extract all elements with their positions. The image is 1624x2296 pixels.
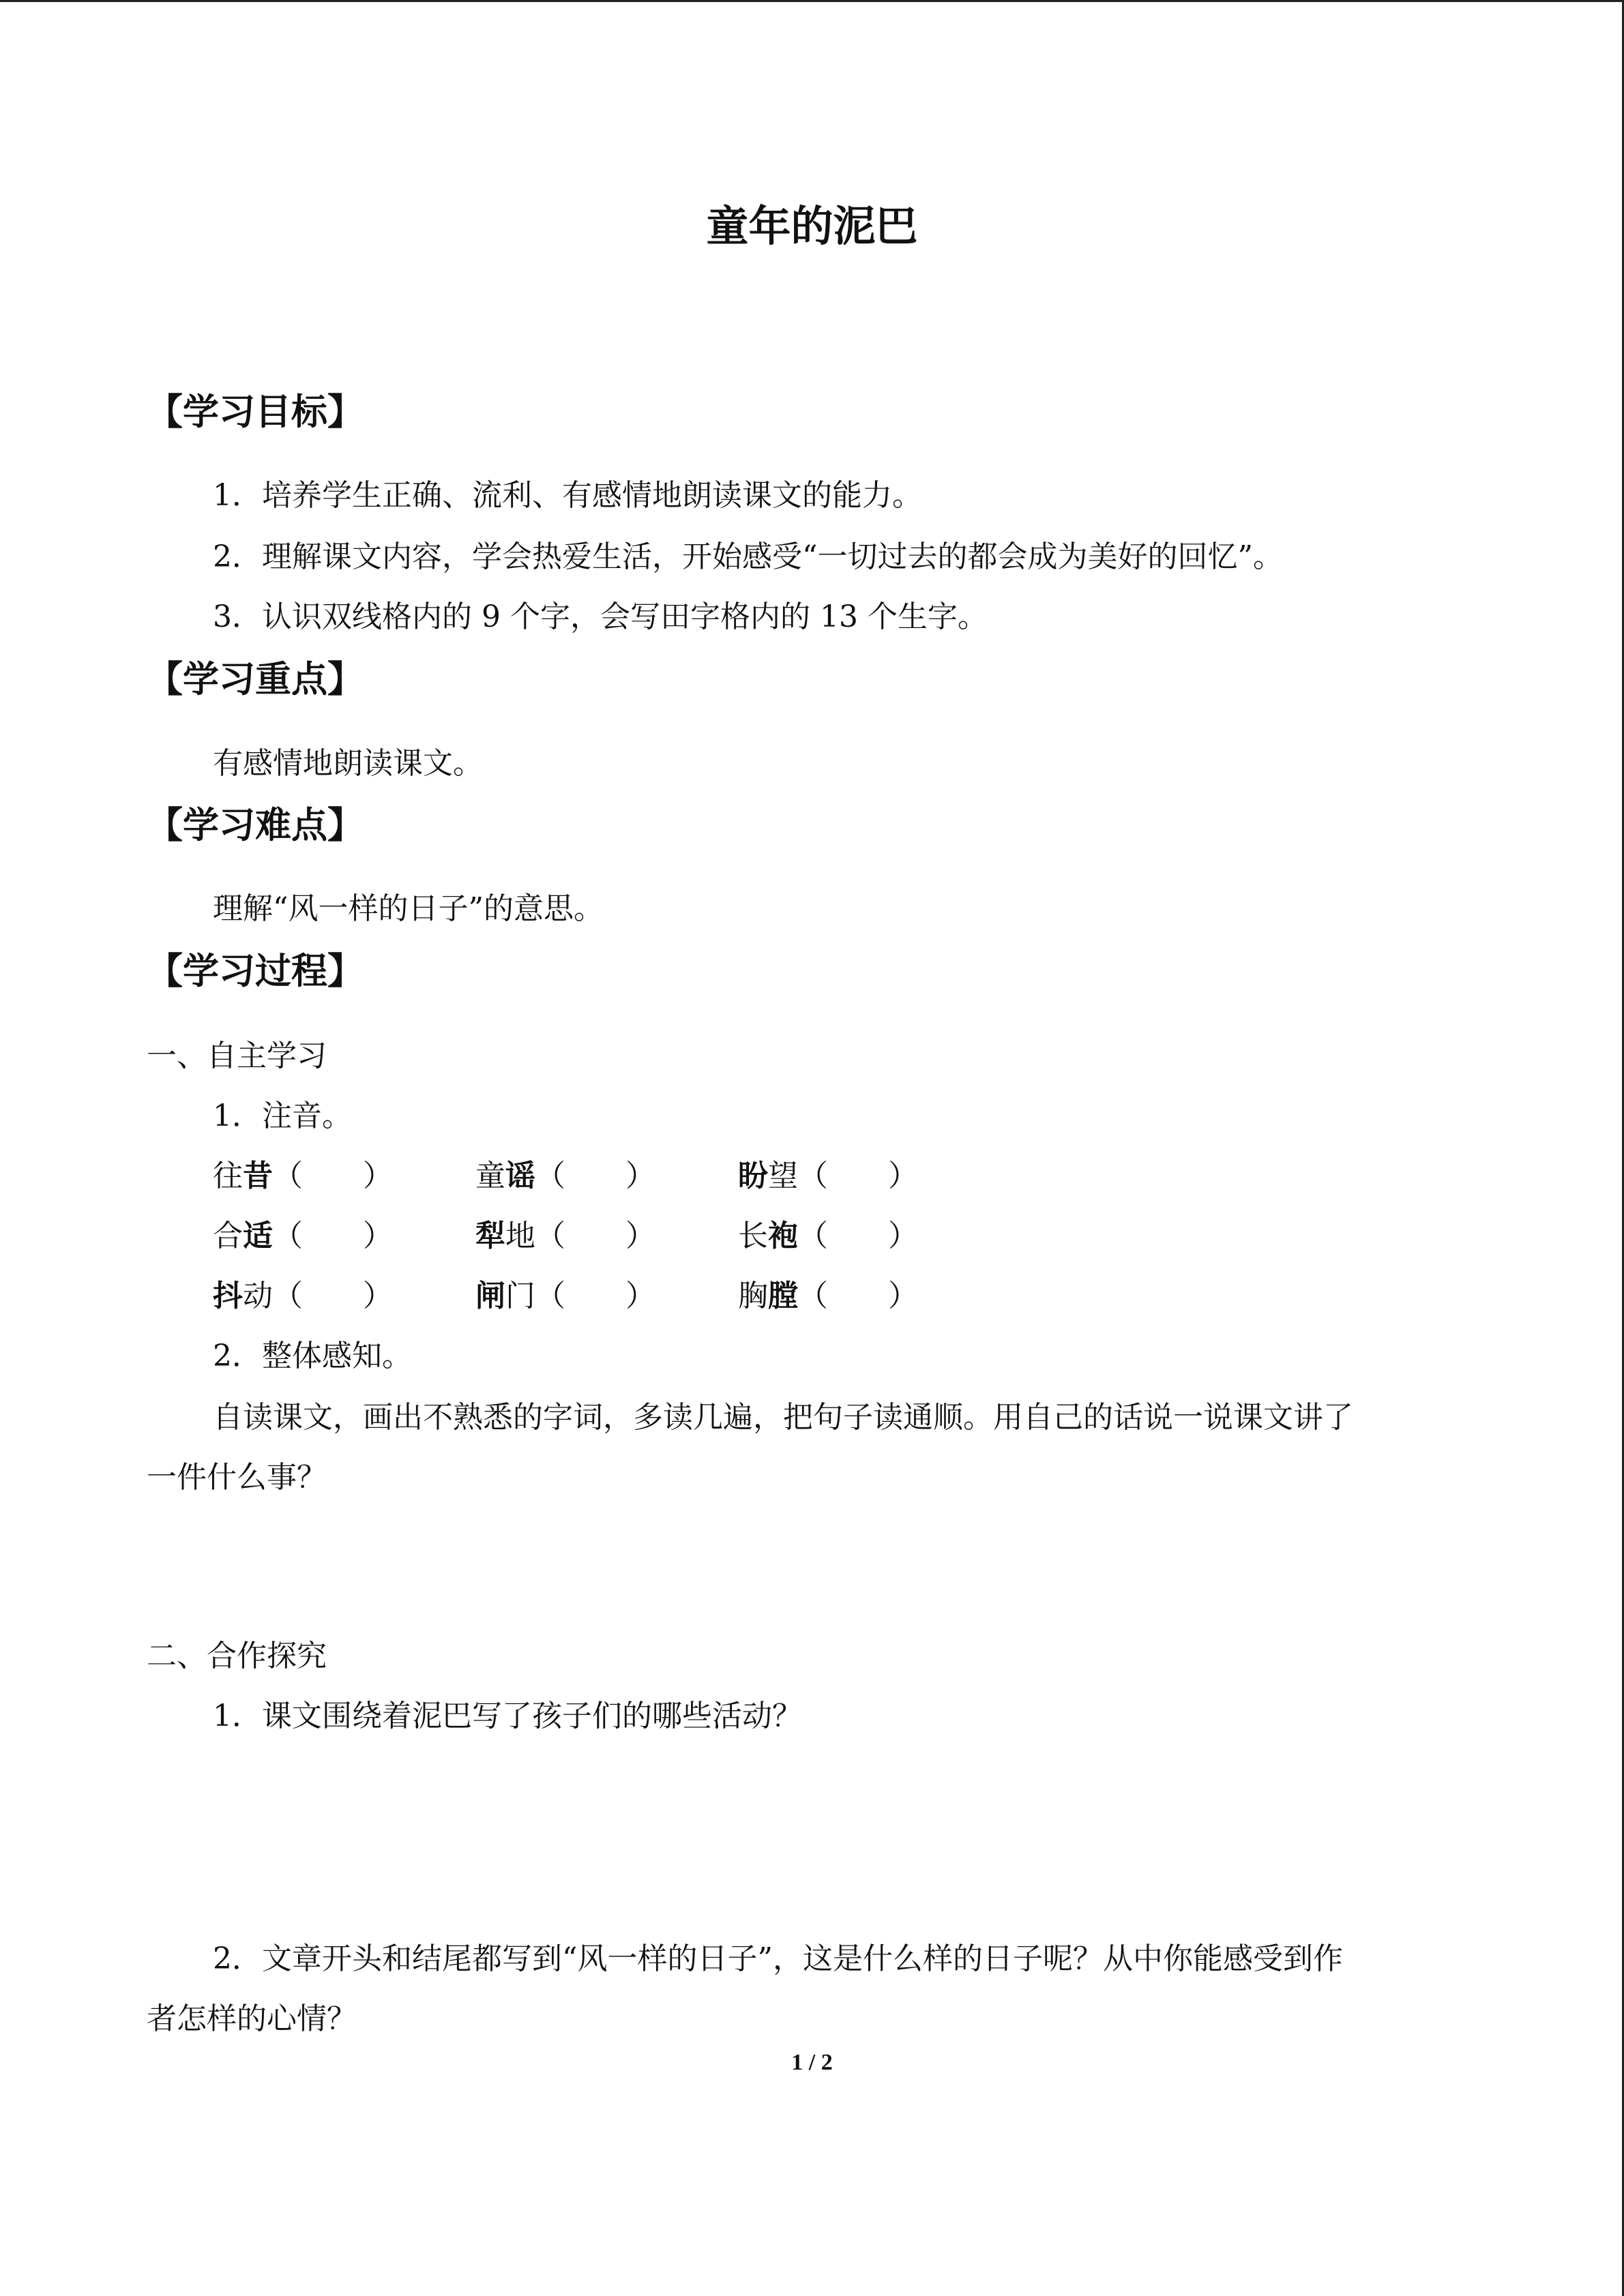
answer-blank[interactable]: （ ） [798,1159,918,1193]
goal-item-1: 1．培养学生正确、流利、有感情地朗读课文的能力。 [213,478,922,513]
pinyin-item: 抖动（ ） [213,1279,393,1313]
answer-blank[interactable]: （ ） [798,1279,918,1313]
page-border-top [0,0,1624,2]
pinyin-item: 犁地（ ） [475,1219,655,1253]
difficulty-text: 理解“风一样的日子”的意思。 [213,891,604,926]
pinyin-item: 童谣（ ） [475,1159,655,1193]
goals-heading: 【学习目标】 [147,391,364,433]
page-number: 1 / 2 [791,2050,833,2075]
process-heading: 【学习过程】 [147,951,364,992]
pinyin-item: 长袍（ ） [738,1219,918,1253]
answer-blank[interactable]: （ ） [273,1159,393,1193]
part2-heading: 二、合作探究 [147,1639,327,1673]
pinyin-item: 盼望（ ） [738,1159,918,1193]
part2-q1: 1．课文围绕着泥巴写了孩子们的哪些活动？ [213,1699,802,1733]
pinyin-item: 合适（ ） [213,1219,393,1253]
pinyin-row [213,1151,1001,1195]
answer-blank[interactable]: （ ） [798,1219,918,1253]
answer-blank[interactable]: （ ） [273,1219,393,1253]
focus-text: 有感情地朗读课文。 [213,746,483,781]
part1-q1: 1．注音。 [213,1099,352,1133]
pinyin-row [213,1271,1001,1315]
pinyin-item: 胸膛（ ） [738,1279,918,1313]
focus-heading: 【学习重点】 [147,659,364,700]
goal-item-2: 2．理解课文内容，学会热爱生活，开始感受“一切过去的都会成为美好的回忆”。 [213,539,1283,574]
pinyin-row [213,1211,1001,1255]
answer-blank[interactable]: （ ） [273,1279,393,1313]
difficulty-heading: 【学习难点】 [147,805,364,846]
part1-heading: 一、自主学习 [147,1039,327,1073]
part1-q2-line2: 一件什么事？ [147,1460,327,1495]
part1-q2: 2．整体感知。 [213,1339,412,1373]
goal-item-3: 3．认识双线格内的 9 个字，会写田字格内的 13 个生字。 [213,599,988,634]
part1-q2-line1: 自读课文，画出不熟悉的字词，多读几遍，把句子读通顺。用自己的话说一说课文讲了 [213,1400,1353,1435]
part2-q2-line1: 2．文章开头和结尾都写到“风一样的日子”，这是什么样的日子呢？从中你能感受到作 [213,1941,1343,1976]
answer-blank[interactable]: （ ） [535,1159,655,1193]
pinyin-item: 闸门（ ） [475,1279,655,1313]
document-title: 童年的泥巴 [706,201,918,251]
part2-q2-line2: 者怎样的心情？ [147,2001,357,2036]
pinyin-item: 往昔（ ） [213,1159,393,1193]
answer-blank[interactable]: （ ） [535,1279,655,1313]
answer-blank[interactable]: （ ） [535,1219,655,1253]
